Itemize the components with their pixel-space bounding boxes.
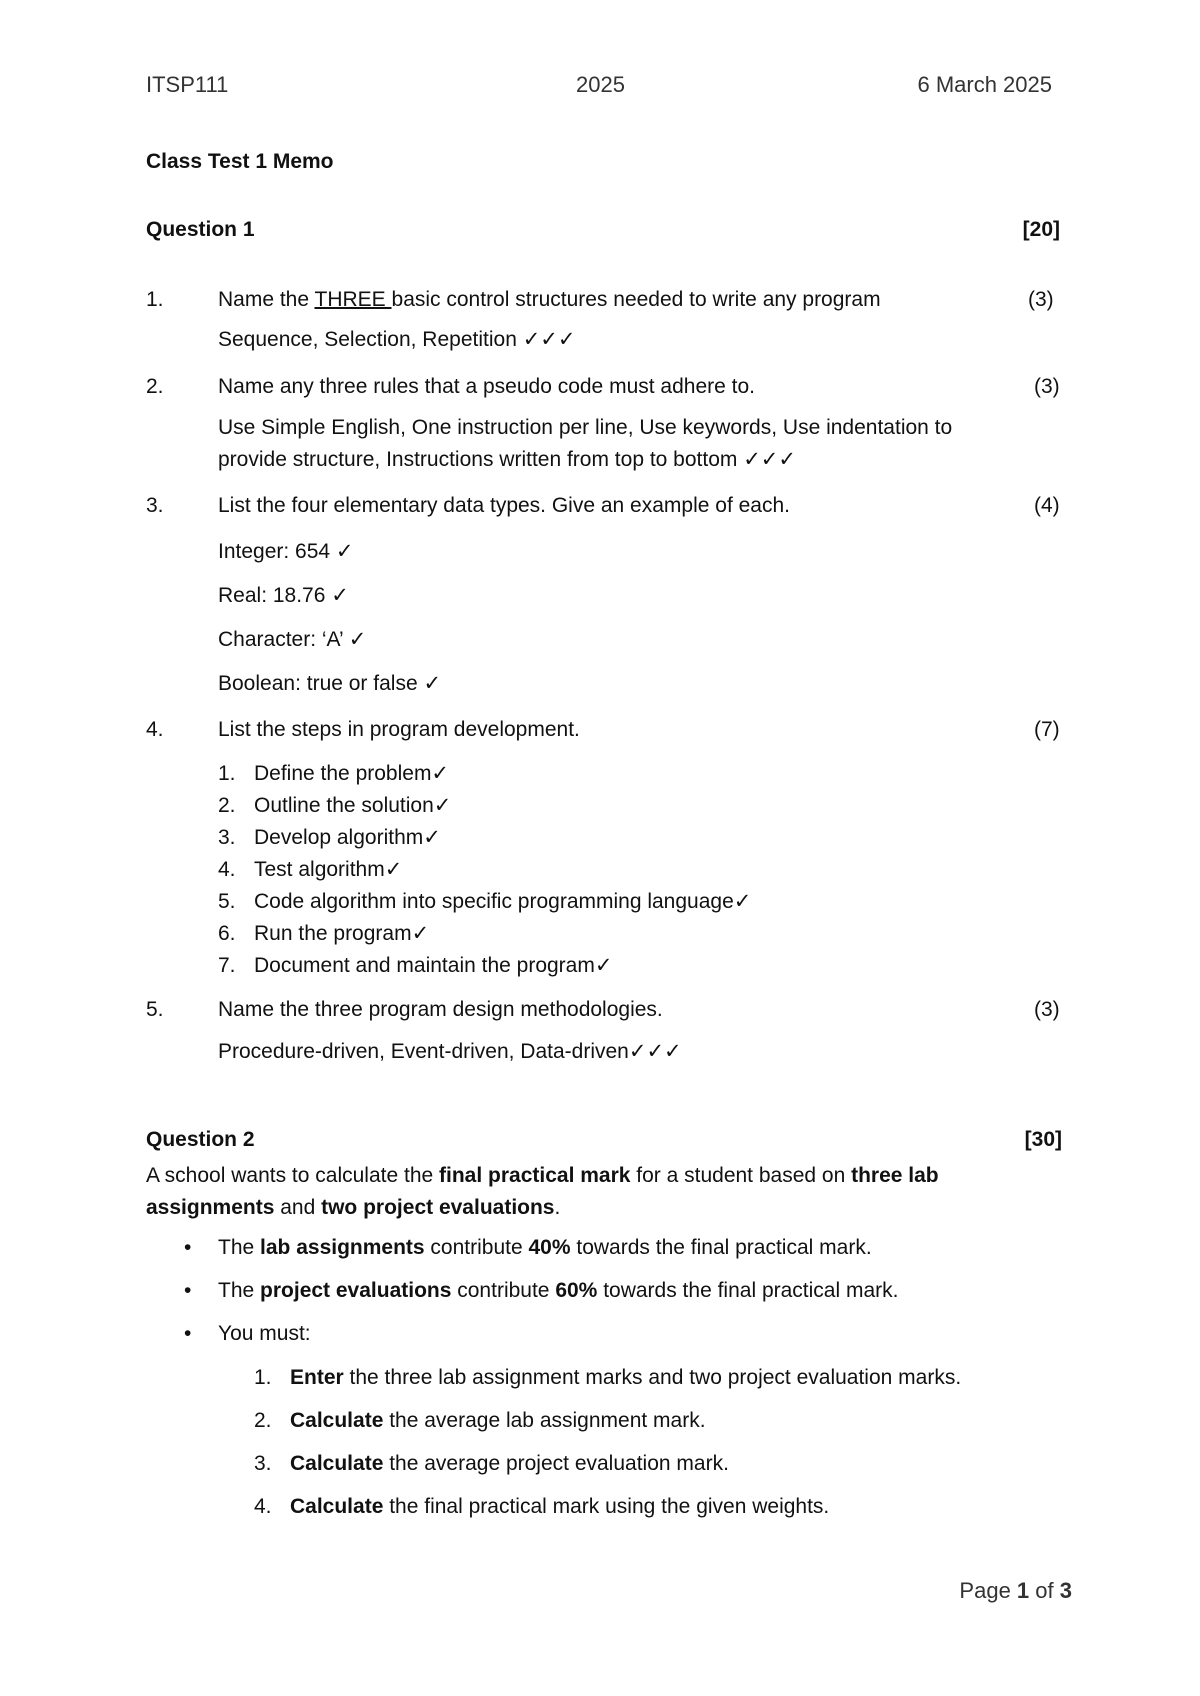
document-title: Class Test 1 Memo bbox=[146, 150, 334, 173]
list-item: 3. Develop algorithm✓ bbox=[218, 826, 441, 849]
q1-item2-question: Name any three rules that a pseudo code must adhere to. bbox=[218, 375, 755, 398]
q1-item5-marks: (3) bbox=[1034, 998, 1060, 1021]
q1-item3-marks: (4) bbox=[1034, 494, 1060, 517]
header-date: 6 March 2025 bbox=[917, 72, 1052, 97]
header-course: ITSP111 bbox=[146, 72, 229, 97]
bullet-icon: • bbox=[184, 1279, 192, 1302]
q1-item1-answer: Sequence, Selection, Repetition ✓✓✓ bbox=[218, 328, 576, 351]
q1-item1-question-pre: Name the bbox=[218, 288, 315, 311]
list-item: • The lab assignments contribute 40% towards the final practical mark. bbox=[184, 1236, 872, 1259]
list-item: 2. Calculate the average lab assignment mark. bbox=[254, 1409, 706, 1432]
q2-steps-list bbox=[254, 1366, 961, 1538]
q1-item3-answer-boolean: Boolean: true or false ✓ bbox=[218, 672, 442, 695]
q1-item5-answer: Procedure-driven, Event-driven, Data-driven✓✓✓ bbox=[218, 1040, 682, 1063]
q1-total: [20] bbox=[1022, 218, 1060, 241]
q1-item1-marks: (3) bbox=[1028, 288, 1054, 311]
q1-item4-question: List the steps in program development. bbox=[218, 718, 580, 741]
q1-item3-number: 3. bbox=[146, 494, 164, 517]
list-item: 1. Enter the three lab assignment marks and two project evaluation marks. bbox=[254, 1366, 962, 1389]
q1-item5-question: Name the three program design methodologies. bbox=[218, 998, 663, 1021]
q1-item3-question: List the four elementary data types. Give an example of each. bbox=[218, 494, 790, 517]
list-item: • You must: bbox=[184, 1322, 311, 1345]
page-number: Page 1 of 3 bbox=[959, 1578, 1072, 1603]
q1-item2-marks: (3) bbox=[1034, 375, 1060, 398]
list-item: 3. Calculate the average project evaluation mark. bbox=[254, 1452, 729, 1475]
list-item: 7. Document and maintain the program✓ bbox=[218, 954, 613, 977]
q2-bullet-list bbox=[184, 1236, 898, 1365]
q1-item4-marks: (7) bbox=[1034, 718, 1060, 741]
q1-item3-answer-real: Real: 18.76 ✓ bbox=[218, 584, 349, 607]
q1-item2-answer-line2: provide structure, Instructions written from top to bottom ✓✓✓ bbox=[218, 448, 797, 471]
header-year: 2025 bbox=[576, 72, 625, 97]
list-item: 1. Define the problem✓ bbox=[218, 762, 450, 785]
q1-item1-number: 1. bbox=[146, 288, 164, 311]
q1-item2-answer-line1: Use Simple English, One instruction per line, Use keywords, Use indentation to bbox=[218, 416, 953, 439]
list-item: 4. Test algorithm✓ bbox=[218, 858, 403, 881]
list-item: 2. Outline the solution✓ bbox=[218, 794, 452, 817]
list-item: 5. Code algorithm into specific programming language✓ bbox=[218, 890, 752, 913]
q2-total: [30] bbox=[1024, 1128, 1062, 1151]
list-item: 4. Calculate the final practical mark using the given weights. bbox=[254, 1495, 830, 1518]
q1-item4-steps-list bbox=[218, 758, 751, 982]
bullet-icon: • bbox=[184, 1322, 192, 1345]
q1-item1-question bbox=[218, 288, 881, 312]
q1-item3-answer-integer: Integer: 654 ✓ bbox=[218, 540, 354, 563]
q2-intro: A school wants to calculate the final practical mark for a student based on three lab assignments and two project evaluations. bbox=[146, 1164, 939, 1219]
q1-item2-number: 2. bbox=[146, 375, 164, 398]
q1-item3-answer-character: Character: ‘A’ ✓ bbox=[218, 628, 367, 651]
q1-heading: Question 1 bbox=[146, 218, 255, 241]
q1-item5-number: 5. bbox=[146, 998, 164, 1021]
q2-heading: Question 2 bbox=[146, 1128, 255, 1151]
q1-item4-number: 4. bbox=[146, 718, 164, 741]
bullet-icon: • bbox=[184, 1236, 192, 1259]
list-item: 6. Run the program✓ bbox=[218, 922, 430, 945]
q1-item1-question-post: basic control structures needed to write any program bbox=[391, 288, 881, 311]
q1-item1-question-emph: THREE bbox=[314, 288, 392, 311]
list-item: • The project evaluations contribute 60% towards the final practical mark. bbox=[184, 1279, 899, 1302]
